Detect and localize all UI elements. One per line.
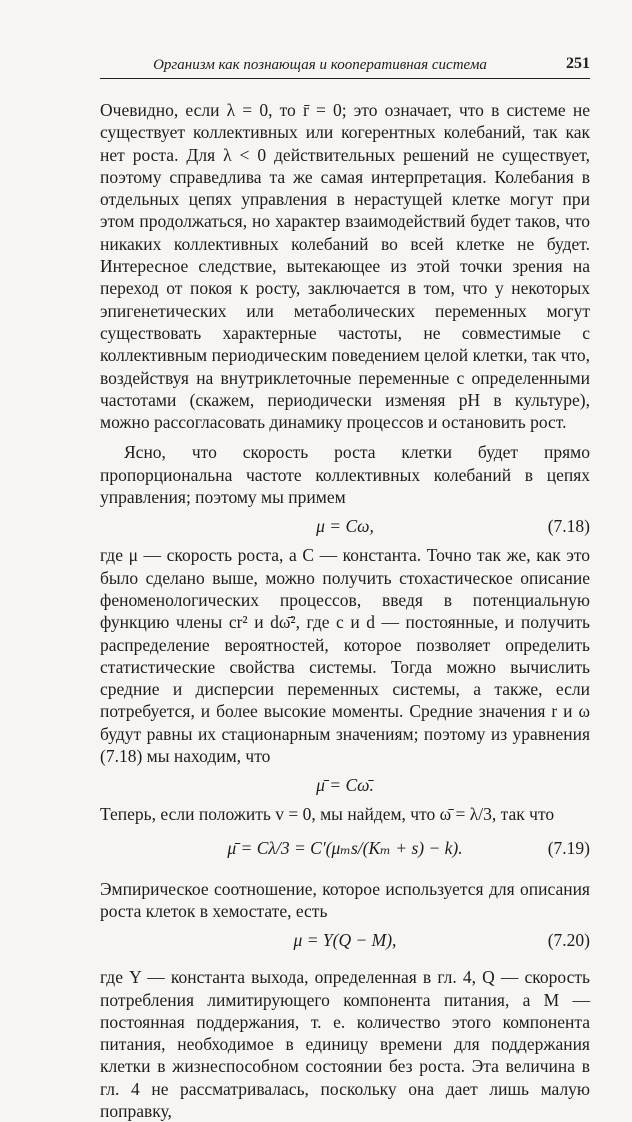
equation-formula: μ̄ = Cλ/3 = C′(μₘs/(Kₘ + s) − k). bbox=[227, 837, 463, 858]
paragraph-6: где Y — константа выхода, определенная в гл. 4, Q — скорость потребления лимитирующего компонента питания, а M — постоянная поддержания, т. е. количество этого компонента питания, необходимое в единицу времени для поддержания клетки в жизнеспособном состоянии без роста. Эта величина в гл. 4 не рассматривалась, поскольку она дает лишь малую поправку, bbox=[100, 967, 590, 1121]
equation-formula: μ = Cω, bbox=[316, 516, 374, 537]
equation-number: (7.20) bbox=[547, 930, 590, 951]
spacer bbox=[100, 433, 590, 441]
spacer bbox=[100, 870, 590, 878]
paragraph-2: Ясно, что скорость роста клетки будет прямо пропорциональна частоте коллективных колебаний в цепях управления; поэтому мы примем bbox=[100, 442, 590, 508]
page-number: 251 bbox=[566, 55, 590, 72]
equation-formula: μ = Y(Q − M), bbox=[293, 930, 397, 951]
equation-7-19 bbox=[100, 826, 590, 870]
equation-7-20 bbox=[100, 922, 590, 958]
text-body bbox=[100, 99, 590, 1122]
paragraph-4: Теперь, если положить v = 0, мы найдем, что ω̄ = λ/3, так что bbox=[100, 804, 555, 825]
running-title: Организм как познающая и кооперативная система bbox=[153, 57, 487, 73]
equation-formula: μ̄ = Cω̄. bbox=[316, 775, 374, 796]
equation-mean-growth bbox=[100, 767, 590, 803]
spacer bbox=[100, 958, 590, 966]
paragraph-5: Эмпирическое соотношение, которое используется для описания роста клеток в хемостате, есть bbox=[100, 878, 590, 921]
paragraph-3: где μ — скорость роста, а C — константа. Точно так же, как это было сделано выше, можно получить стохастическое описание феноменологических процессов, введя в потенциальную функцию члены cr² и dω̄², где c и d — постоянные, и получить распределение вероятностей, которое позволяет определить статистические свойства системы. Тогда можно вычислить средние и дисперсии переменных системы, а также, если потребуется, и более высокие моменты. Средние значения r и ω будут равны их стационарным значениям; поэтому из уравнения (7.18) мы находим, что bbox=[100, 545, 590, 767]
equation-number: (7.19) bbox=[547, 837, 590, 858]
paragraph-1: Очевидно, если λ = 0, то r̄ = 0; это означает, что в системе не существует коллективных или когерентных колебаний, так как нет роста. Для λ < 0 действительных решений не существует, поэтому справедлива та же самая интерпретация. Колебания в отдельных цепях управления в нерастущей клетке могут при этом продолжаться, но характер взаимодействий будет таков, что никаких коллективных колебаний во всей клетке не будет. Интересное следствие, вытекающее из этой точки зрения на переход от покоя к росту, заключается в том, что у некоторых эпигенетических или метаболических переменных могут существовать характерные частоты, не совместимые с коллективным периодическим поведением целой клетки, так что, воздействуя на внутриклеточные переменные с определенными частотами (скажем, периодически изменяя pH в культуре), можно рассогласовать динамику процессов и остановить рост. bbox=[100, 100, 590, 433]
equation-number: (7.18) bbox=[547, 516, 590, 537]
equation-7-18 bbox=[100, 508, 590, 544]
running-header bbox=[100, 56, 590, 79]
